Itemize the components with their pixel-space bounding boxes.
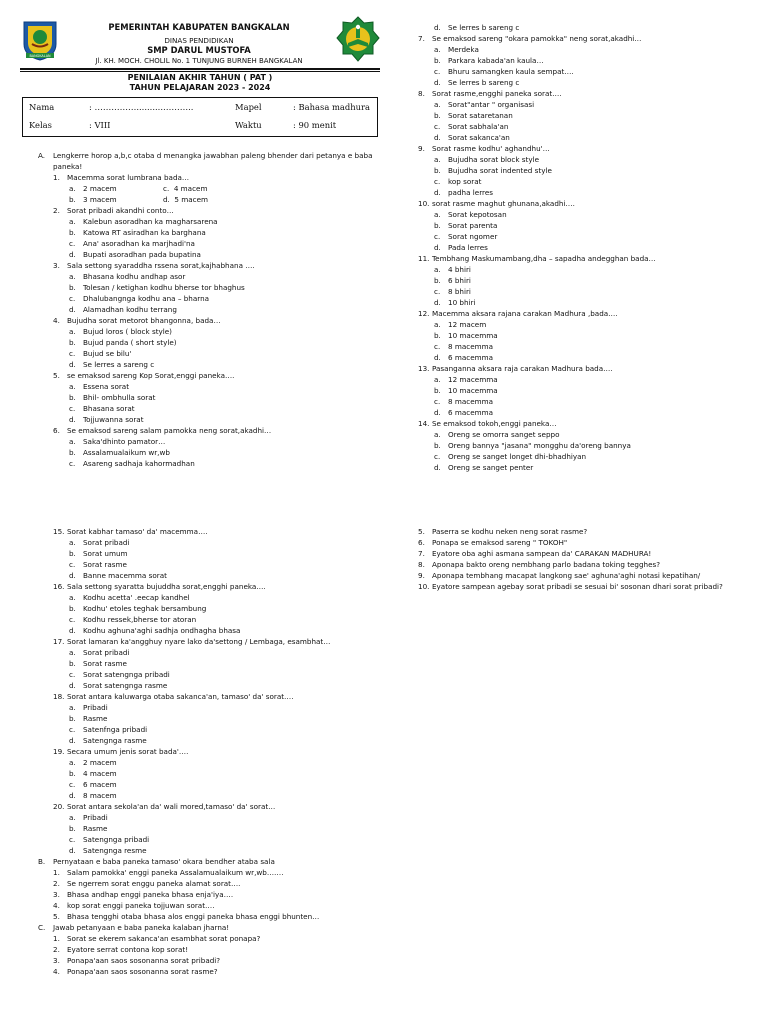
option-d[interactable]: d. Oreng se sanget penter: [434, 463, 534, 472]
option-c[interactable]: c. kop sorat: [434, 177, 482, 186]
question-6: 6. Se emaksod sareng salam pamokka neng sorat,akadhi…: [53, 426, 272, 435]
option-a[interactable]: a. Kodhu acetta' .eecap kandhel: [69, 593, 190, 602]
option-b[interactable]: b. 10 macemma: [434, 386, 498, 395]
question-11: 11. Tembhang Maskumambang,dha – sapadha andegghan bada…: [418, 254, 656, 263]
exam-title: PENILAIAN AKHIR TAHUN ( PAT ): [127, 73, 273, 82]
option-c[interactable]: c. Sorat rasme: [69, 560, 127, 569]
option-a[interactable]: a. Sorat pribadi: [69, 648, 130, 657]
option-b[interactable]: b. Sorat parenta: [434, 221, 498, 230]
essay-question: 2. Eyatore serrat contona kop sorat!: [53, 945, 189, 954]
option-d[interactable]: d. 6 macemma: [434, 408, 494, 417]
question-2: 2. Sorat pribadi akandhi conto…: [53, 206, 174, 215]
question-5: 5. se emaksod sareng Kop Sorat,enggi paneka….: [53, 371, 235, 380]
option-d[interactable]: d. 10 bhiri: [434, 298, 476, 307]
section-b-instruction: B. Pernyataan e baba paneka tamaso' okara bendher ataba sala: [38, 857, 275, 866]
bangkalan-regency-logo: [20, 18, 60, 62]
option-a[interactable]: a. Essena sorat: [69, 382, 130, 391]
option-c[interactable]: c. Bhasana sorat: [69, 404, 135, 413]
option-row[interactable]: a. 2 macem c. 4 macem: [69, 184, 208, 193]
page1-left-column: [38, 150, 383, 469]
waktu-value: : 90 menit: [293, 120, 337, 130]
option-b[interactable]: b. Bujudha sorat indented style: [434, 166, 552, 175]
section-c-instruction: C. Jawab petanyaan e baba paneka kalaban jharna!: [38, 923, 230, 932]
option-a[interactable]: a. 4 bhiri: [434, 265, 471, 274]
option-c[interactable]: c. Satengnga pribadi: [69, 835, 150, 844]
option-d[interactable]: d. Sorat satengnga rasme: [69, 681, 168, 690]
mapel-label: Mapel: [235, 102, 262, 112]
option-b[interactable]: b. Oreng bannya "jasana" mongghu da'oreng bannya: [434, 441, 631, 450]
option-b[interactable]: b. Katowa RT asiradhan ka barghana: [69, 228, 206, 237]
question-9: 9. Sorat rasme kodhu' aghandhu'…: [418, 144, 550, 153]
option-a[interactable]: a. Pribadi: [69, 703, 108, 712]
option-b[interactable]: b. 10 macemma: [434, 331, 498, 340]
essay-question: 3. Ponapa'aan saos sosonanna sorat pribadi?: [53, 956, 221, 965]
statement-item: 2. Se ngerrem sorat enggu paneka alamat sorat….: [53, 879, 241, 888]
option-b[interactable]: b. 4 macem: [69, 769, 117, 778]
option-d[interactable]: d. Tojjuwanna sorat: [69, 415, 144, 424]
essay-question: 9. Aponapa tembhang macapat langkong sae' aghuna'aghi notasi kepatihan/: [418, 571, 701, 580]
instruction-text: Lengkerre horop a,b,c otaba d menangka jawabhan paleng bhender dari petanya e baba paneka!: [53, 151, 373, 171]
option-d[interactable]: d. 8 macem: [69, 791, 117, 800]
agency-name: DINAS PENDIDIKAN: [164, 36, 234, 45]
question-20: 20. Sorat antara sekola'an da' wali mored,tamaso' da' sorat…: [53, 802, 276, 811]
page2-left-column: [38, 526, 388, 977]
madrasah-logo: [336, 16, 380, 62]
question-12: 12. Macemma aksara rajana carakan Madhura ,bada….: [418, 309, 618, 318]
page1-right-column: [418, 22, 763, 473]
section-a-instruction: [38, 150, 383, 172]
section-c-list: [38, 933, 388, 977]
option-a[interactable]: a. Oreng se omorra sanget seppo: [434, 430, 560, 439]
option-a[interactable]: a. Kalebun asoradhan ka magharsarena: [69, 217, 218, 226]
option-c[interactable]: c. 8 macemma: [434, 397, 494, 406]
option-c[interactable]: c. 8 bhiri: [434, 287, 471, 296]
option-b[interactable]: b. Tolesan / ketighan kodhu bherse tor bhaghus: [69, 283, 245, 292]
question-7: 7. Se emaksod sareng "okara pamokka" neng sorat,akadhi…: [418, 34, 642, 43]
option-b[interactable]: b. 6 bhiri: [434, 276, 471, 285]
question-3: 3. Sala settong syaraddha rssena sorat,kajhabhana ….: [53, 261, 255, 270]
option-d[interactable]: d. Pada lerres: [434, 243, 488, 252]
option-c[interactable]: c. 6 macem: [69, 780, 117, 789]
option-b[interactable]: b. Sorat umum: [69, 549, 128, 558]
option-a[interactable]: a. 12 macem: [434, 320, 487, 329]
option-c[interactable]: c. Sorat sabhala'an: [434, 122, 509, 131]
school-address: Jl. KH. MOCH. CHOLIL No. 1 TUNJUNG BURNEH BANGKALAN: [95, 57, 303, 65]
option-b[interactable]: b. Bujud panda ( short style): [69, 338, 177, 347]
header-divider-thick: [20, 68, 380, 70]
question-10: 10. sorat rasme maghut ghunana,akadhi….: [418, 199, 575, 208]
question-8: 8. Sorat rasme,engghi paneka sorat….: [418, 89, 562, 98]
option-a[interactable]: a. Bujudha sorat block style: [434, 155, 540, 164]
option-a[interactable]: a. Pribadi: [69, 813, 108, 822]
option-a[interactable]: a. Bujud loros ( block style): [69, 327, 172, 336]
statement-item: 4. kop sorat enggi paneka tojjuwan sorat….: [53, 901, 215, 910]
question-17: 17. Sorat lamaran ka'angghuy nyare lako da'settong / Lembaga, esambhat…: [53, 637, 331, 646]
government-name: PEMERINTAH KABUPATEN BANGKALAN: [108, 22, 290, 32]
kelas-value: : VIII: [89, 120, 111, 130]
option-c[interactable]: c. Dhalubangnga kodhu ana – bharna: [69, 294, 210, 303]
essay-question: 8. Aponapa bakto oreng nembhang parlo badana toking tegghes?: [418, 560, 661, 569]
option-b[interactable]: b. Bhil- ombhulla sorat: [69, 393, 156, 402]
page2-right-column: [418, 526, 763, 592]
mapel-value: : Bahasa madhura: [293, 102, 371, 112]
section-b-list: [38, 867, 388, 922]
option-d[interactable]: d. Banne macemma sorat: [69, 571, 167, 580]
header-divider-thin: [20, 71, 380, 72]
option-d[interactable]: d. Satengnga rasme: [69, 736, 147, 745]
option-b[interactable]: b. Parkara kabada'an kaula…: [434, 56, 544, 65]
option-a[interactable]: a. Sorat pribadi: [69, 538, 130, 547]
option-d[interactable]: d. Kodhu aghuna'aghi sadhja ondhagha bhasa: [69, 626, 241, 635]
option-c[interactable]: c. Asareng sadhaja kahormadhan: [69, 459, 195, 468]
option-a[interactable]: a. Merdeka: [434, 45, 479, 54]
option-b[interactable]: b. Kodhu' etoles teghak bersambung: [69, 604, 207, 613]
option-b[interactable]: b. Assalamualaikum wr,wb: [69, 448, 170, 457]
option-d[interactable]: d. Se lerres b sareng c: [434, 23, 520, 32]
nama-field[interactable]: : ……………..........………..: [89, 102, 194, 112]
question-1: 1. Macemma sorat lumbrana bada…: [53, 173, 190, 182]
essay-question: 7. Eyatore oba aghi asmana sampean da' CARAKAN MADHURA!: [418, 549, 652, 558]
option-d[interactable]: d. Se lerres a sareng c: [69, 360, 155, 369]
option-b[interactable]: b. Rasme: [69, 824, 108, 833]
option-c[interactable]: c. Kodhu ressek,bherse tor atoran: [69, 615, 197, 624]
option-c[interactable]: c. Sorat ngomer: [434, 232, 498, 241]
question-15: 15. Sorat kabhar tamaso' da' macemma….: [53, 527, 208, 536]
nama-label: Nama: [29, 102, 55, 112]
option-c[interactable]: c. Oreng se sanget longet dhi-bhadhiyan: [434, 452, 587, 461]
option-row[interactable]: b. 3 macem d. 5 macem: [69, 195, 209, 204]
essay-question: 10. Eyatore sampean agebay sorat pribadi se sesuai bi' sosonan dhari sorat pribadi?: [418, 582, 723, 591]
option-d[interactable]: d. 6 macemma: [434, 353, 494, 362]
essay-question: 4. Ponapa'aan saos sosonanna sorat rasme?: [53, 967, 218, 976]
option-c[interactable]: c. 8 macemma: [434, 342, 494, 351]
question-19: 19. Secara umum jenis sorat bada'….: [53, 747, 189, 756]
question-18: 18. Sorat antara kaluwarga otaba sakanca'an, tamaso' da' sorat….: [53, 692, 294, 701]
essay-question: 5. Paserra se kodhu neken neng sorat rasme?: [418, 527, 588, 536]
option-b[interactable]: b. Sorat rasme: [69, 659, 127, 668]
option-d[interactable]: d. Se lerres b sareng c: [434, 78, 520, 87]
statement-item: 3. Bhasa andhap enggi paneka bhasa enja'iya….: [53, 890, 234, 899]
option-a[interactable]: a. Saka'dhinto pamator…: [69, 437, 166, 446]
option-d[interactable]: d. Alamadhan kodhu terrang: [69, 305, 177, 314]
student-info-box: [22, 97, 378, 137]
option-c[interactable]: c. Bhuru samangken kaula sempat….: [434, 67, 574, 76]
option-d[interactable]: d. Sorat sakanca'an: [434, 133, 510, 142]
option-a[interactable]: a. Sorat kepotosan: [434, 210, 507, 219]
option-c[interactable]: c. Ana' asoradhan ka marjhadi'na: [69, 239, 195, 248]
option-d[interactable]: d. Bupati asoradhan pada bupatina: [69, 250, 201, 259]
option-a[interactable]: a. 2 macem: [69, 758, 117, 767]
letterhead: [18, 14, 380, 70]
kelas-label: Kelas: [29, 120, 52, 130]
option-a[interactable]: a. 12 macemma: [434, 375, 498, 384]
option-d[interactable]: d. Satengnga resme: [69, 846, 147, 855]
essay-question: 6. Ponapa se emaksod sareng " TOKOH": [418, 538, 568, 547]
school-name: SMP DARUL MUSTOFA: [147, 45, 251, 55]
waktu-label: Waktu: [235, 120, 262, 130]
option-c[interactable]: c. Bujud se bilu': [69, 349, 132, 358]
option-c[interactable]: c. Satenfnga pribadi: [69, 725, 148, 734]
option-c[interactable]: c. Sorat satengnga pribadi: [69, 670, 170, 679]
question-13: 13. Pasanganna aksara raja carakan Madhura bada….: [418, 364, 613, 373]
option-d[interactable]: d. padha lerres: [434, 188, 493, 197]
question-14: 14. Se emaksod tokoh,enggi paneka…: [418, 419, 557, 428]
question-16: 16. Sala settong syaratta bujuddha sorat,engghi paneka….: [53, 582, 266, 591]
exam-year: TAHUN PELAJARAN 2023 - 2024: [129, 83, 271, 92]
statement-item: 5. Bhasa tengghi otaba bhasa alos enggi paneka bhasa enggi bhunten…: [53, 912, 320, 921]
essay-question: 1. Sorat se ekerem sakanca'an esambhat sorat ponapa?: [53, 934, 261, 943]
option-a[interactable]: a. Bhasana kodhu andhap asor: [69, 272, 186, 281]
logo-caption: BANGKALAN: [29, 54, 51, 58]
option-a[interactable]: a. Sorat"antar " organisasi: [434, 100, 535, 109]
section-letter: A.: [38, 151, 46, 160]
statement-item: 1. Salam pamokka' enggi paneka Assalamualaikum wr,wb…….: [53, 868, 284, 877]
option-b[interactable]: b. Rasme: [69, 714, 108, 723]
question-4: 4. Bujudha sorat metorot bhangonna, bada…: [53, 316, 221, 325]
option-b[interactable]: b. Sorat sataretanan: [434, 111, 513, 120]
